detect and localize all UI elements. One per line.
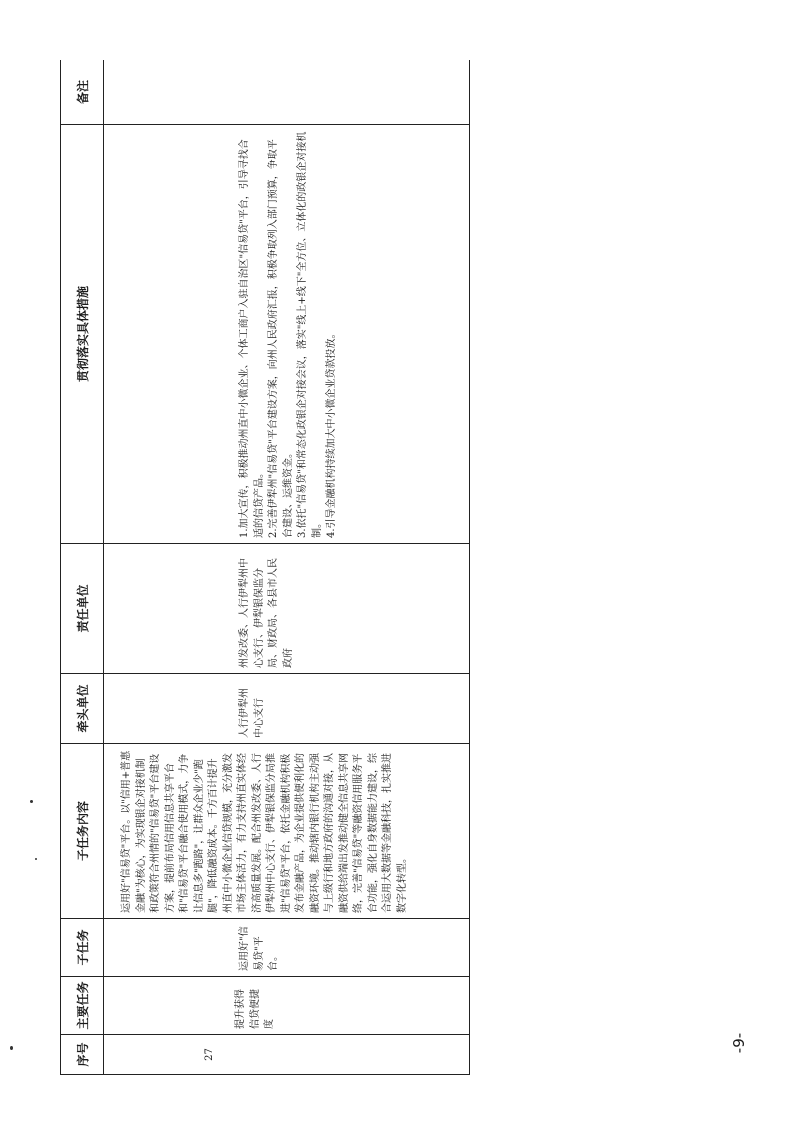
measure-item: 4.引导金融机构持续加大中小微企业贷款投放。	[326, 328, 337, 538]
cell-measures	[104, 125, 470, 544]
cell-lead-unit: 人行伊犁州中心支行	[104, 674, 470, 744]
header-sub-content: 子任务内容	[61, 744, 104, 919]
page-number: -9-	[730, 1032, 748, 1054]
cell-remarks	[104, 60, 470, 125]
header-lead-unit: 牵头单位	[61, 674, 104, 744]
cell-sub-task: 运用好"信易贷"平台。	[104, 919, 470, 977]
header-sub-task: 子任务	[61, 919, 104, 977]
cell-main-task: 提升获得信贷便捷度	[104, 977, 470, 1035]
measure-item: 2.完善伊犁州"信易贷"平台建设方案，向州人民政府汇报，积极争取列入部门预算，争取平台建设、运维资金。	[268, 139, 294, 538]
table-header-row	[61, 60, 104, 1075]
header-main-task: 主要任务	[61, 977, 104, 1035]
rotated-table-frame	[60, 60, 470, 1075]
scan-speck	[30, 800, 33, 803]
rotated-table-content	[60, 60, 470, 1075]
header-resp-unit: 责任单位	[61, 544, 104, 674]
table-row	[104, 60, 470, 1075]
scan-speck	[10, 1046, 13, 1050]
task-table	[60, 60, 470, 1075]
header-remarks: 备注	[61, 60, 104, 125]
cell-seq: 27	[104, 1035, 470, 1075]
cell-resp-unit: 州发改委、人行伊犁州中心支行、伊犁银保监分局、财政局、各县市人民政府	[104, 544, 470, 674]
measure-item: 1.加大宣传，积极推动州直中小微企业、个体工商户入驻自治区"信易贷"平台，引导寻找合适的信贷产品。	[239, 139, 265, 538]
header-seq: 序号	[61, 1035, 104, 1075]
scan-speck	[35, 858, 37, 860]
cell-sub-content: 运用好"信易贷"平台。以"信用+普惠金融"为核心，为实现银企对接机制和政策符合州情的"信易贷"平台建设方案，提前布局信用信息共享平台和"信易贷"平台融合使用模式，力争让信息多"跑路"，让群众企业少"跑腿"，降低融资成本。千方百计提升州直中小微企业信贷规模，充分激发市场主体活力，有力支持州直实体经济高质量发展。配合州发改委、人行伊犁州中心支行、伊犁银保监分局推进"信易贷"平台，依托金融机构积极发布金融产品，为企业提供便利化的融资环境。推动辖内银行机构主动强与上级行和地方政府的沟通对接，从融资供给端出发推动健全信息共享网络，完善"信易贷"等融资信用服务平台功能，强化自身数据能力建设，综合运用大数据等金融科技，扎实推进数字化转型。	[104, 744, 470, 919]
header-measures: 贯彻落实具体措施	[61, 125, 104, 544]
measure-item: 3.依托"信易贷"和常态化政银企对接会议，落实"线上+线下"全方位、立体化的政银企对接机制。	[297, 131, 323, 538]
